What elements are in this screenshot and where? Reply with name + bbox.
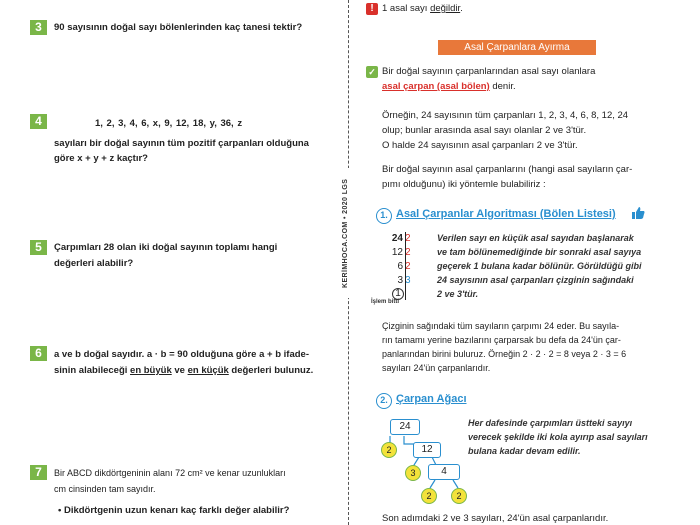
en-kucuk-emphasis: en küçük: [187, 365, 229, 376]
algo-note-2: ve tam bölünemediğinde bir sonraki asal sayıya: [437, 247, 642, 257]
question-3-number: 3: [30, 20, 47, 35]
question-4-text-1: sayıları bir doğal sayının tüm pozitif çarpanları olduğuna: [54, 138, 309, 149]
algo-note-4: 24 sayısının asal çarpanları çizginin sağındaki: [437, 275, 634, 285]
tree-node-12: 12: [413, 442, 441, 458]
tree-leaf-2b: 2: [421, 488, 437, 504]
methods-intro-2: pımı olduğunu) iki yöntemle bulabiliriz :: [382, 179, 546, 190]
question-7-text-3: • Dikdörtgenin uzun kenarı kaç farklı değer alabilir?: [58, 505, 290, 516]
question-4-text-2: göre x + y + z kaçtır?: [54, 153, 148, 164]
tree-leaf-3: 3: [405, 465, 421, 481]
question-7-text-2: cm cinsinden tam sayıdır.: [54, 484, 156, 494]
question-3-text: 90 sayısının doğal sayı bölenlerinden kaç tanesi tektir?: [54, 22, 303, 33]
tree-note-2: verecek şekilde iki kola ayırıp asal sayıları: [468, 432, 648, 442]
method-2-title: Çarpan Ağacı: [396, 393, 467, 405]
en-buyuk-emphasis: en büyük: [130, 365, 172, 376]
method-1-number: 1.: [376, 208, 392, 224]
question-6-text-2: sinin alabileceği en büyük ve en küçük değerleri bulunuz.: [54, 365, 314, 376]
algo-summary-2: rın tamamı yerine bazılarını çarparsak bu defa da 24'ün çar-: [382, 335, 621, 345]
question-4-list: 1, 2, 3, 4, 6, x, 9, 12, 18, y, 36, z: [95, 118, 243, 129]
factor-prime: 2: [405, 261, 411, 272]
check-icon: ✓: [366, 66, 378, 78]
algo-note-3: geçerek 1 bulana kadar bölünür. Görüldüğü gibi: [437, 261, 642, 271]
warning-note: 1 asal sayı değildir.: [382, 3, 463, 14]
example-line-2: olup; bunlar arasında asal sayı olanlar 2 ve 3'tür.: [382, 125, 587, 136]
tree-note-3: bulana kadar devam edilir.: [468, 446, 581, 456]
methods-intro-1: Bir doğal sayının asal çarpanlarını (hangi asal sayıların çar-: [382, 164, 633, 175]
islem-bitti-label: İşlem bitti: [371, 299, 400, 305]
example-line-1: Örneğin, 24 sayısının tüm çarpanları 1, 2, 3, 4, 6, 8, 12, 24: [382, 110, 629, 121]
example-line-3: O halde 24 sayısının asal çarpanları 2 ve 3'tür.: [382, 140, 578, 151]
question-6-text-1: a ve b doğal sayıdır. a · b = 90 olduğuna göre a + b ifade-: [54, 349, 309, 360]
tree-leaf-2c: 2: [451, 488, 467, 504]
factor-dividend: 3: [397, 275, 403, 286]
algo-note-5: 2 ve 3'tür.: [437, 289, 479, 299]
question-5-text-1: Çarpımları 28 olan iki doğal sayının toplamı hangi: [54, 242, 278, 253]
definition-line-1: Bir doğal sayının çarpanlarından asal sayı olanlara: [382, 66, 596, 77]
method-1-title: Asal Çarpanlar Algoritması (Bölen Listesi): [396, 208, 616, 220]
question-7-text-1: Bir ABCD dikdörtgeninin alanı 72 cm² ve kenar uzunlukları: [54, 468, 286, 478]
method-2-number: 2.: [376, 393, 392, 409]
warning-icon: !: [366, 3, 378, 15]
section-title: Asal Çarpanlara Ayırma: [438, 40, 596, 55]
factor-dividend: 12: [391, 247, 403, 258]
divider-label: KERİMHOCA.COM • 2020 LGS: [342, 168, 354, 298]
algo-summary-4: sayıları 24'ün çarpanlarıdır.: [382, 363, 491, 373]
tree-leaf-2a: 2: [381, 442, 397, 458]
tree-node-4: 4: [428, 464, 460, 480]
algo-summary-3: panlarından birini buluruz. Örneğin 2 · 2 · 2 = 8 veya 2 · 3 = 6: [382, 349, 627, 359]
question-6-number: 6: [30, 346, 47, 361]
factor-dividend: 1: [392, 288, 404, 300]
factor-dividend: 6: [397, 261, 403, 272]
tree-note-1: Her dafesinde çarpımları üstteki sayıyı: [468, 418, 633, 428]
algo-note-1: Verilen sayı en küçük asal sayıdan başlanarak: [437, 233, 634, 243]
factor-prime: 3: [405, 275, 411, 286]
factor-prime: 2: [405, 247, 411, 258]
question-5-number: 5: [30, 240, 47, 255]
algo-summary-1: Çizginin sağındaki tüm sayıların çarpımı 24 eder. Bu sayıla-: [382, 321, 620, 331]
question-7-number: 7: [30, 465, 47, 480]
tree-root: 24: [390, 419, 420, 435]
final-note: Son adımdaki 2 ve 3 sayıları, 24'ün asal çarpanlarıdır.: [382, 513, 609, 524]
question-5-text-2: değerleri alabilir?: [54, 258, 134, 269]
factor-dividend: 24: [391, 233, 403, 244]
definition-line-2: asal çarpan (asal bölen) denir.: [382, 81, 516, 92]
question-4-number: 4: [30, 114, 47, 129]
factor-prime: 2: [405, 233, 411, 244]
